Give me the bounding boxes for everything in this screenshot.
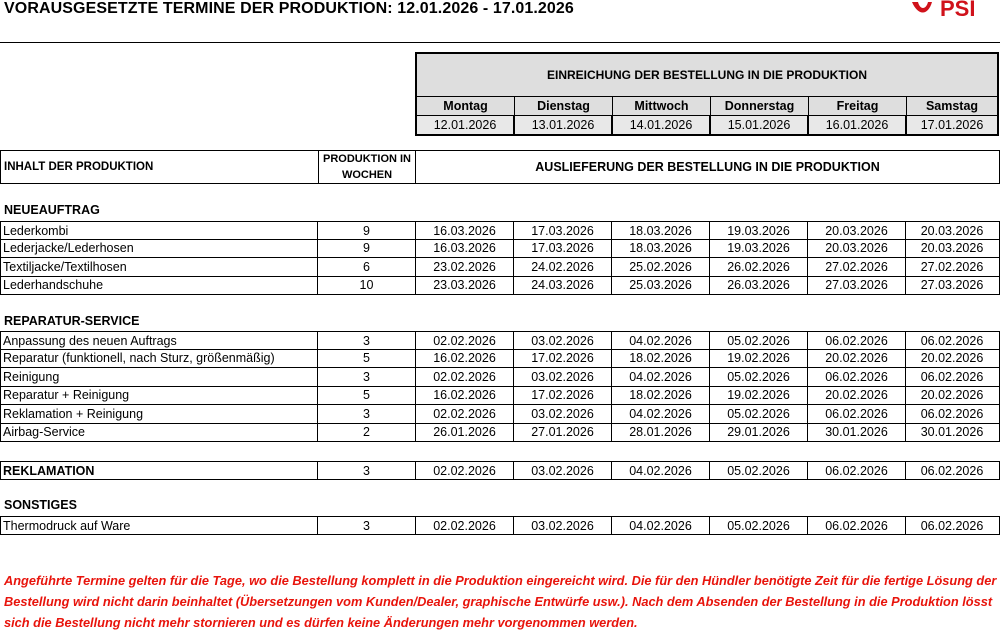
table-row — [0, 368, 1000, 387]
delivery-date-cell: 19.03.2026 — [710, 222, 808, 239]
delivery-date-cell: 05.02.2026 — [710, 368, 808, 386]
delivery-date-cell: 06.02.2026 — [920, 333, 984, 348]
delivery-date-cell: 17.02.2026 — [514, 386, 612, 404]
delivery-date-cell: 03.02.2026 — [514, 517, 612, 534]
delivery-date-cell: 20.02.2026 — [920, 388, 984, 403]
weeks-cell: 10 — [318, 276, 416, 294]
delivery-date-cell: 26.03.2026 — [710, 276, 808, 294]
delivery-date-cell: 06.02.2026 — [808, 517, 906, 534]
weekday-cell: Montag — [417, 97, 515, 115]
delivery-date-cell: 04.02.2026 — [612, 368, 710, 386]
weekday-cell: Samstag — [925, 99, 979, 113]
product-name-cell: Reinigung — [1, 368, 318, 386]
delivery-date-cell: 05.02.2026 — [710, 517, 808, 534]
disclaimer-note: Angeführte Termine gelten für die Tage, wo die Bestellung komplett in die Produktion eingereicht wird. Die für den Hündler benötigte Zeit für die fertige Lösung der Bestellung wird nicht darin beinhaltet (Übersetzungen vom Kunden/Dealer, graphische Entwürfe usw.). Nach dem Absenden der Bestellung in die Produktion lösst sich die Bestellung nicht mehr stornieren und es dürfen keine Änderungen mehr vorgenommen werden. — [4, 573, 997, 630]
weekday-row — [417, 97, 997, 116]
delivery-date-cell: 03.02.2026 — [514, 332, 612, 349]
content-column-header: INHALT DER PRODUKTION — [1, 151, 319, 183]
delivery-date-cell: 27.01.2026 — [514, 423, 612, 441]
delivery-date-cell: 17.03.2026 — [514, 222, 612, 239]
table-row — [0, 516, 1000, 535]
delivery-date-cell: 27.02.2026 — [808, 258, 906, 276]
delivery-date-cell: 30.01.2026 — [808, 423, 906, 441]
table-row — [0, 405, 1000, 424]
delivery-date-cell: 17.03.2026 — [514, 239, 612, 257]
submission-date-cell: 14.01.2026 — [613, 116, 711, 134]
delivery-date-cell: 19.03.2026 — [710, 239, 808, 257]
delivery-date-cell: 19.02.2026 — [710, 386, 808, 404]
table-row — [0, 331, 1000, 350]
weeks-column-header — [319, 151, 416, 183]
submission-date-row — [417, 116, 997, 134]
title-divider — [0, 42, 1000, 43]
delivery-date-cell: 02.02.2026 — [416, 462, 514, 479]
weeks-header-line2: WOCHEN — [341, 169, 393, 181]
delivery-date-cell: 27.03.2026 — [920, 278, 984, 293]
section-title: REPARATUR-SERVICE — [4, 314, 140, 328]
table-row — [0, 276, 1000, 295]
table-row — [0, 423, 1000, 442]
delivery-date-cell: 18.02.2026 — [612, 386, 710, 404]
logo-wing-icon — [912, 2, 932, 13]
product-name-cell: Reklamation + Reinigung — [1, 405, 318, 423]
delivery-date-cell: 03.02.2026 — [514, 462, 612, 479]
delivery-date-cell: 06.02.2026 — [808, 405, 906, 423]
delivery-date-cell: 03.02.2026 — [514, 368, 612, 386]
delivery-date-cell: 28.01.2026 — [612, 423, 710, 441]
delivery-date-cell: 16.02.2026 — [416, 349, 514, 367]
delivery-date-cell: 26.01.2026 — [416, 423, 514, 441]
table-row — [0, 461, 1000, 480]
product-name-cell: Lederhandschuhe — [1, 276, 318, 294]
delivery-date-cell: 20.03.2026 — [808, 239, 906, 257]
section-title: SONSTIGES — [4, 498, 77, 512]
weeks-cell: 6 — [318, 258, 416, 276]
table-row — [0, 258, 1000, 277]
product-name-cell: REKLAMATION — [1, 462, 318, 479]
delivery-date-cell: 06.02.2026 — [808, 462, 906, 479]
delivery-date-cell: 25.02.2026 — [612, 258, 710, 276]
product-name-cell: Thermodruck auf Ware — [1, 517, 318, 534]
delivery-date-cell: 06.02.2026 — [808, 332, 906, 349]
delivery-date-cell: 19.02.2026 — [710, 349, 808, 367]
page-title: VORAUSGESETZTE TERMINE DER PRODUKTION: 12.01.2026 - 17.01.2026 — [4, 0, 574, 17]
delivery-date-cell: 18.03.2026 — [612, 239, 710, 257]
weeks-cell: 3 — [318, 462, 416, 479]
delivery-date-cell: 24.02.2026 — [514, 258, 612, 276]
delivery-date-cell: 03.02.2026 — [514, 405, 612, 423]
table-row — [0, 349, 1000, 368]
submission-date-cell: 13.01.2026 — [515, 116, 613, 134]
delivery-date-cell: 05.02.2026 — [710, 332, 808, 349]
delivery-date-cell: 20.02.2026 — [808, 386, 906, 404]
delivery-date-cell: 04.02.2026 — [612, 517, 710, 534]
product-name-cell: Anpassung des neuen Auftrags — [1, 332, 318, 349]
delivery-date-cell: 16.03.2026 — [416, 222, 514, 239]
table-row — [0, 386, 1000, 405]
delivery-date-cell: 06.02.2026 — [920, 518, 984, 533]
delivery-date-cell: 30.01.2026 — [920, 425, 984, 439]
table-row — [0, 239, 1000, 258]
psi-logo — [910, 0, 1000, 20]
delivery-date-cell: 24.03.2026 — [514, 276, 612, 294]
delivery-date-cell: 20.03.2026 — [808, 222, 906, 239]
submission-date-cell: 15.01.2026 — [711, 116, 809, 134]
delivery-date-cell: 29.01.2026 — [710, 423, 808, 441]
delivery-date-cell: 05.02.2026 — [710, 405, 808, 423]
weekday-cell: Dienstag — [515, 97, 613, 115]
product-name-cell: Reparatur (funktionell, nach Sturz, größenmäßig) — [1, 349, 318, 367]
delivery-column-header: AUSLIEFERUNG DER BESTELLUNG IN DIE PRODUKTION — [535, 160, 880, 174]
delivery-date-cell: 04.02.2026 — [612, 332, 710, 349]
delivery-date-cell: 23.03.2026 — [416, 276, 514, 294]
product-name-cell: Lederjacke/Lederhosen — [1, 239, 318, 257]
delivery-date-cell: 06.02.2026 — [920, 406, 984, 421]
weekday-cell: Donnerstag — [711, 97, 809, 115]
delivery-date-cell: 05.02.2026 — [710, 462, 808, 479]
submission-date-cell: 12.01.2026 — [417, 116, 515, 134]
logo-text: PSI — [940, 0, 976, 20]
weeks-cell: 5 — [318, 349, 416, 367]
weeks-cell: 9 — [318, 239, 416, 257]
weeks-cell: 3 — [318, 368, 416, 386]
weeks-cell: 2 — [318, 423, 416, 441]
submission-heading: EINREICHUNG DER BESTELLUNG IN DIE PRODUKTION — [417, 54, 997, 97]
delivery-date-cell: 02.02.2026 — [416, 332, 514, 349]
submission-date-cell: 16.01.2026 — [809, 116, 907, 134]
product-name-cell: Airbag-Service — [1, 423, 318, 441]
delivery-date-cell: 27.02.2026 — [920, 259, 984, 274]
delivery-date-cell: 18.03.2026 — [612, 222, 710, 239]
product-name-cell: Reparatur + Reinigung — [1, 386, 318, 404]
delivery-date-cell: 04.02.2026 — [612, 462, 710, 479]
delivery-date-cell: 20.03.2026 — [920, 223, 984, 238]
delivery-date-cell: 02.02.2026 — [416, 368, 514, 386]
weeks-cell: 3 — [318, 517, 416, 534]
submission-date-cell: 17.01.2026 — [920, 118, 984, 132]
production-table-header — [0, 150, 1000, 184]
delivery-date-cell: 06.02.2026 — [920, 463, 984, 478]
product-name-cell: Textiljacke/Textilhosen — [1, 258, 318, 276]
weeks-header-line1: PRODUKTION IN — [323, 153, 411, 165]
submission-block — [415, 52, 999, 136]
weeks-cell: 5 — [318, 386, 416, 404]
delivery-date-cell: 06.02.2026 — [920, 369, 984, 384]
delivery-date-cell: 23.02.2026 — [416, 258, 514, 276]
delivery-date-cell: 26.02.2026 — [710, 258, 808, 276]
delivery-date-cell: 02.02.2026 — [416, 405, 514, 423]
weeks-cell: 3 — [318, 405, 416, 423]
delivery-date-cell: 20.02.2026 — [808, 349, 906, 367]
weeks-cell: 9 — [318, 222, 416, 239]
delivery-date-cell: 27.03.2026 — [808, 276, 906, 294]
delivery-date-cell: 16.03.2026 — [416, 239, 514, 257]
delivery-date-cell: 04.02.2026 — [612, 405, 710, 423]
weekday-cell: Freitag — [809, 97, 907, 115]
delivery-date-cell: 16.02.2026 — [416, 386, 514, 404]
delivery-date-cell: 20.03.2026 — [920, 241, 984, 256]
product-name-cell: Lederkombi — [1, 222, 318, 239]
delivery-date-cell: 02.02.2026 — [416, 517, 514, 534]
section-title: NEUEAUFTRAG — [4, 203, 100, 217]
delivery-date-cell: 17.02.2026 — [514, 349, 612, 367]
delivery-date-cell: 25.03.2026 — [612, 276, 710, 294]
weekday-cell: Mittwoch — [613, 97, 711, 115]
delivery-date-cell: 18.02.2026 — [612, 349, 710, 367]
delivery-date-cell: 20.02.2026 — [920, 351, 984, 366]
delivery-date-cell: 06.02.2026 — [808, 368, 906, 386]
table-row — [0, 221, 1000, 240]
weeks-cell: 3 — [318, 332, 416, 349]
